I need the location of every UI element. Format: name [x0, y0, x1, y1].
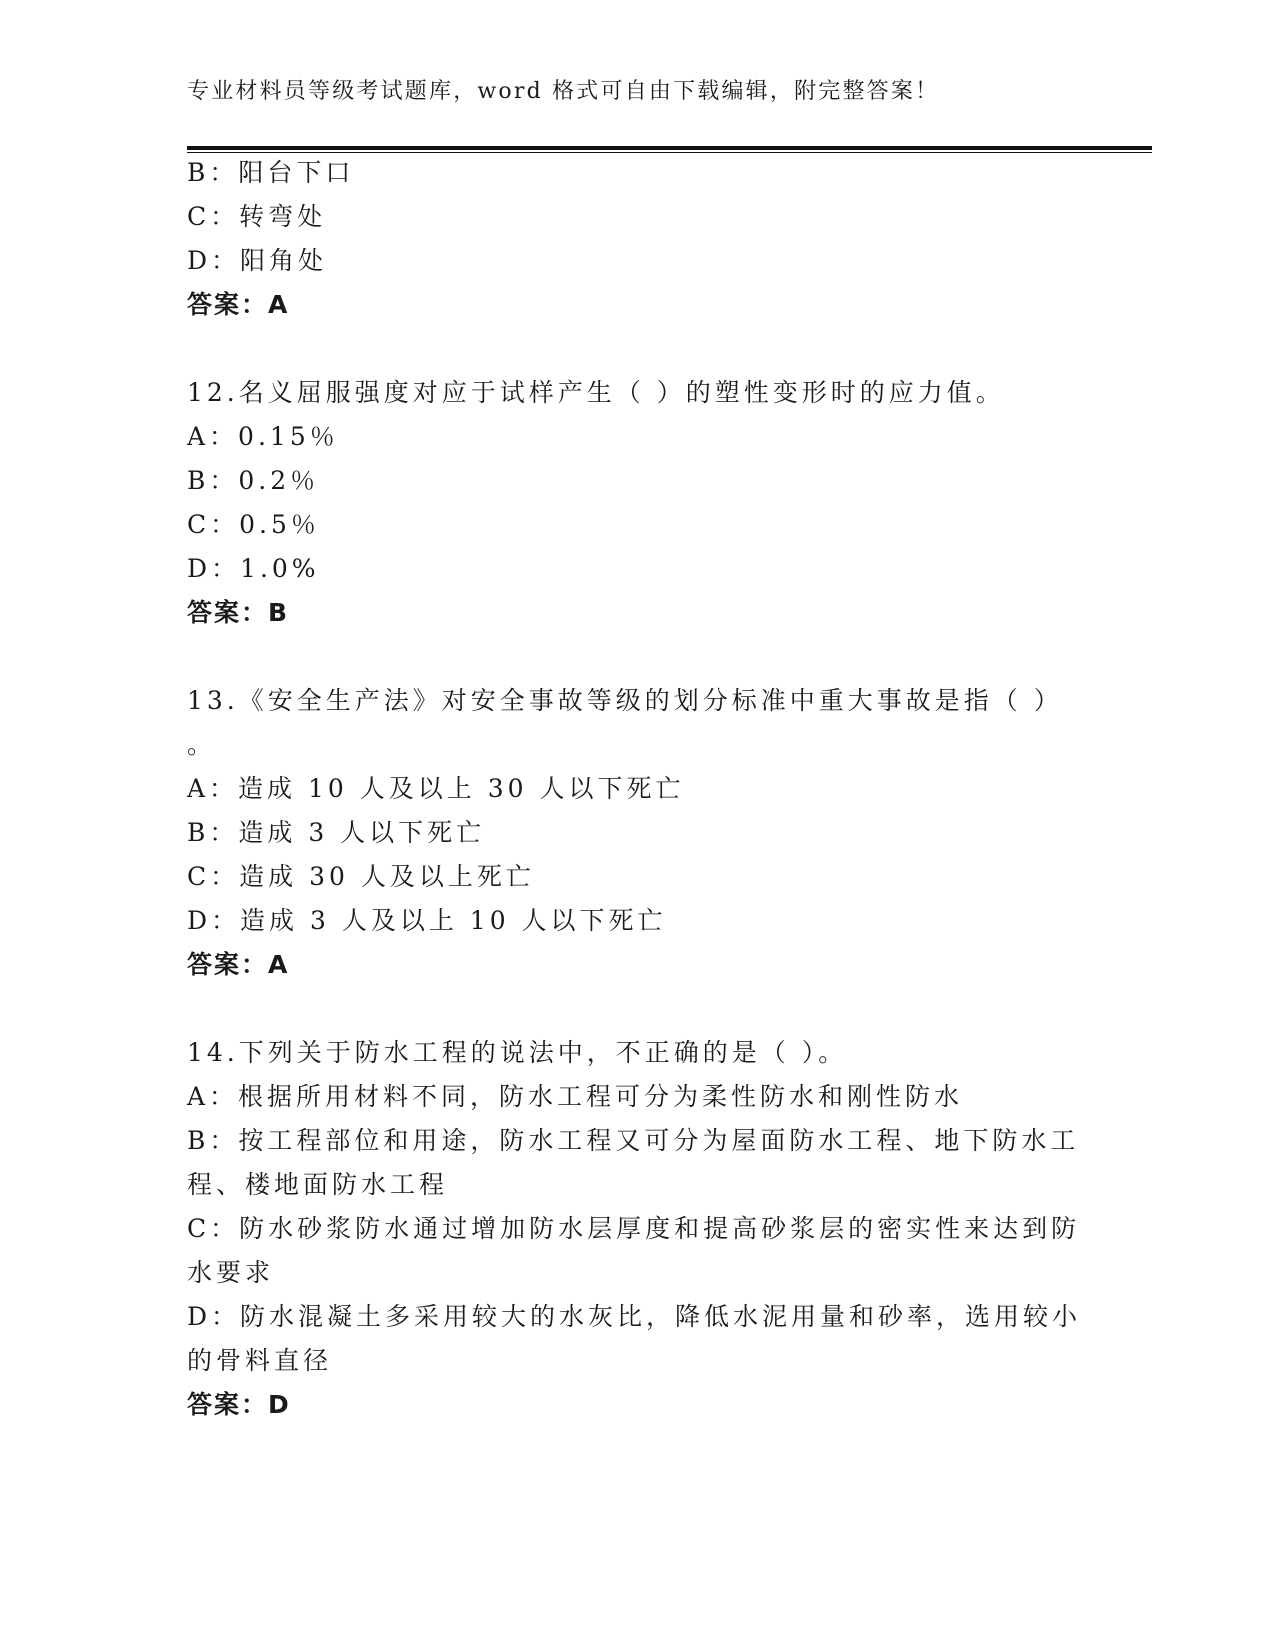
q13-option-b: B：造成 3 人以下死亡 — [187, 818, 486, 847]
q14-option-d-line1: D：防水混凝土多采用较大的水灰比，降低水泥用量和砂率，选用较小 — [187, 1302, 1082, 1331]
page-header: 专业材料员等级考试题库，word 格式可自由下载编辑，附完整答案！ — [187, 79, 940, 104]
q13-option-a: A：造成 10 人及以上 30 人以下死亡 — [187, 774, 685, 803]
q14-option-b-line2: 程、楼地面防水工程 — [187, 1170, 449, 1199]
q12-stem: 12.名义屈服强度对应于试样产生（ ）的塑性变形时的应力值。 — [187, 378, 1005, 407]
q14-option-d-line2: 的骨料直径 — [187, 1346, 333, 1375]
q14-stem: 14.下列关于防水工程的说法中，不正确的是（ ）。 — [187, 1038, 848, 1067]
header-rule-thick — [187, 146, 1152, 150]
q13-option-c: C：造成 30 人及以上死亡 — [187, 862, 535, 891]
q12-option-b: B：0.2％ — [187, 466, 320, 495]
q11-option-b: B：阳台下口 — [187, 158, 355, 187]
q14-answer: 答案：D — [187, 1390, 291, 1419]
q13-option-d: D：造成 3 人及以上 10 人以下死亡 — [187, 906, 667, 935]
q12-option-c: C：0.5％ — [187, 510, 320, 539]
header-rule-thin — [187, 152, 1152, 153]
q13-stem-line2: 。 — [187, 730, 217, 759]
q11-option-c: C：转弯处 — [187, 202, 327, 231]
q12-answer: 答案：B — [187, 598, 290, 627]
q13-stem-line1: 13.《安全生产法》对安全事故等级的划分标准中重大事故是指（ ） — [187, 686, 1063, 715]
q12-option-d: D：1.0% — [187, 554, 320, 583]
q11-answer: 答案：A — [187, 290, 290, 319]
q11-option-d: D：阳角处 — [187, 246, 328, 275]
q14-option-c-line2: 水要求 — [187, 1258, 275, 1287]
q13-answer: 答案：A — [187, 950, 290, 979]
q12-option-a: A：0.15％ — [187, 422, 339, 451]
q14-option-b-line1: B：按工程部位和用途，防水工程又可分为屋面防水工程、地下防水工 — [187, 1126, 1080, 1155]
q14-option-c-line1: C：防水砂浆防水通过增加防水层厚度和提高砂浆层的密实性来达到防 — [187, 1214, 1081, 1243]
q14-option-a: A：根据所用材料不同，防水工程可分为柔性防水和刚性防水 — [187, 1082, 964, 1111]
